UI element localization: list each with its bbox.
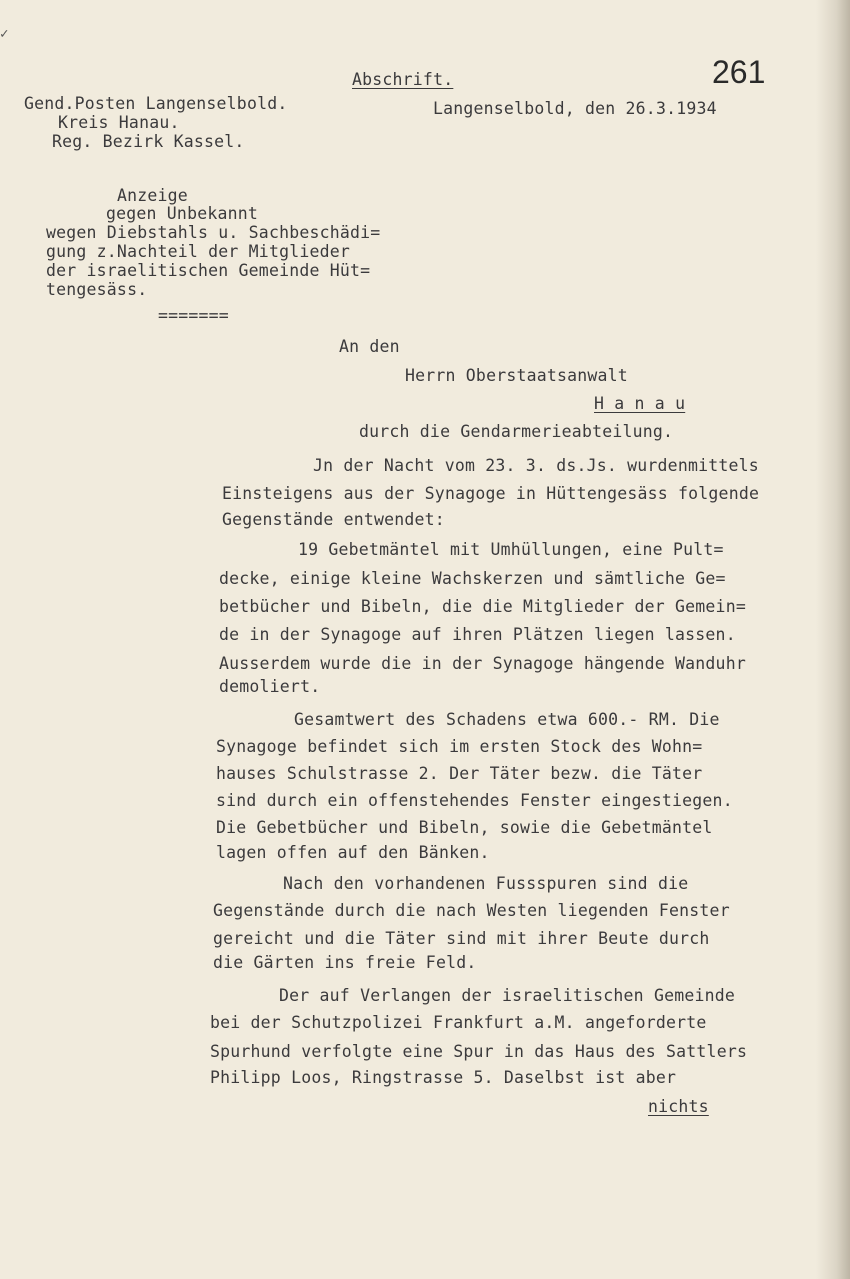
separator: ======= (158, 306, 229, 325)
sender-line-1: Gend.Posten Langenselbold. (24, 94, 288, 113)
catchword: nichts (648, 1097, 709, 1116)
page-edge-shadow (816, 0, 850, 1279)
body-line-18: gereicht und die Täter sind mit ihrer Beute durch (213, 929, 710, 948)
address-line-3: H a n a u (594, 394, 686, 413)
body-line-20: Der auf Verlangen der israelitischen Gemeinde (279, 986, 736, 1005)
body-line-6: betbücher und Bibeln, die die Mitglieder der Gemein= (219, 597, 746, 616)
address-line-2: Herrn Oberstaatsanwalt (405, 366, 628, 385)
body-line-22: Spurhund verfolgte eine Spur in das Haus des Sattlers (210, 1042, 748, 1061)
body-line-8: Ausserdem wurde die in der Synagoge hängende Wanduhr (219, 654, 746, 673)
sender-line-2: Kreis Hanau. (58, 113, 180, 132)
subject-line-6: tengesäss. (46, 280, 148, 299)
body-line-3: Gegenstände entwendet: (222, 510, 445, 529)
body-line-4: 19 Gebetmäntel mit Umhüllungen, eine Pult= (298, 540, 724, 559)
folio-number: 261 (712, 54, 766, 90)
body-line-15: lagen offen auf den Bänken. (216, 843, 490, 862)
body-line-23: Philipp Loos, Ringstrasse 5. Daselbst ist aber (210, 1068, 677, 1087)
subject-line-4: gung z.Nachteil der Mitglieder (46, 242, 351, 261)
body-line-7: de in der Synagoge auf ihren Plätzen liegen lassen. (219, 625, 736, 644)
body-line-10: Gesamtwert des Schadens etwa 600.- RM. Die (294, 710, 720, 729)
body-line-11: Synagoge befindet sich im ersten Stock des Wohn= (216, 737, 703, 756)
body-line-1: Jn der Nacht vom 23. 3. ds.Js. wurdenmittels (313, 456, 759, 475)
body-line-21: bei der Schutzpolizei Frankfurt a.M. angeforderte (210, 1013, 707, 1032)
body-line-16: Nach den vorhandenen Fussspuren sind die (283, 874, 689, 893)
body-line-14: Die Gebetbücher und Bibeln, sowie die Gebetmäntel (216, 818, 713, 837)
document-title: Abschrift. (352, 70, 454, 89)
body-line-13: sind durch ein offenstehendes Fenster eingestiegen. (216, 791, 733, 810)
sender-line-3: Reg. Bezirk Kassel. (52, 132, 245, 151)
address-line-4: durch die Gendarmerieabteilung. (359, 422, 674, 441)
body-line-12: hauses Schulstrasse 2. Der Täter bezw. die Täter (216, 764, 703, 783)
address-line-1: An den (339, 337, 400, 356)
subject-line-1: Anzeige (117, 186, 188, 205)
body-line-9: demoliert. (219, 677, 321, 696)
subject-line-2: gegen Unbekannt (106, 204, 259, 223)
subject-line-3: wegen Diebstahls u. Sachbeschädi= (46, 223, 381, 242)
subject-line-5: der israelitischen Gemeinde Hüt= (46, 261, 371, 280)
body-line-5: decke, einige kleine Wachskerzen und sämtliche Ge= (219, 569, 726, 588)
body-line-2: Einsteigens aus der Synagoge in Hüttengesäss folgende (222, 484, 760, 503)
place-date: Langenselbold, den 26.3.1934 (433, 99, 717, 118)
body-line-19: die Gärten ins freie Feld. (213, 953, 477, 972)
body-line-17: Gegenstände durch die nach Westen liegenden Fenster (213, 901, 730, 920)
margin-mark: ✓ (0, 26, 9, 42)
